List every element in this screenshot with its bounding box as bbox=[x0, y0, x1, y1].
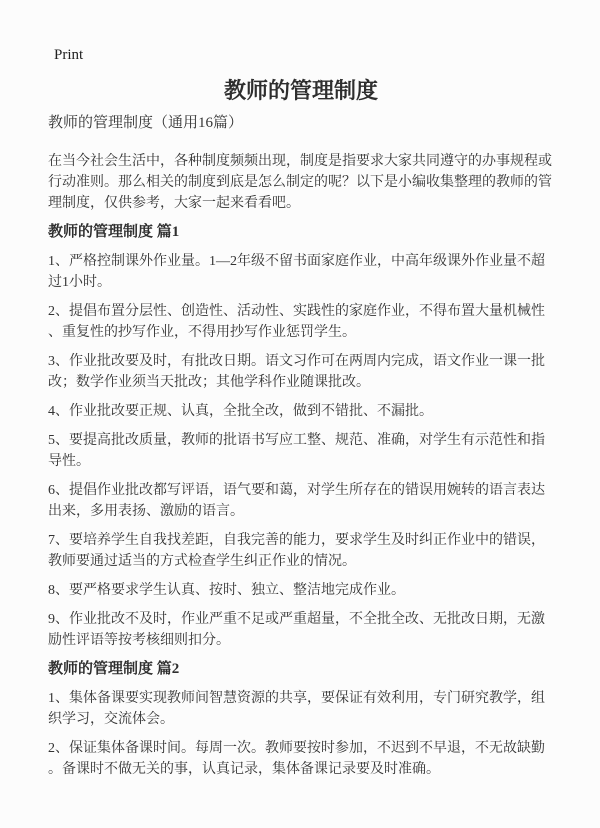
policy-paragraph: 5、要提高批改质量，教师的批语书写应工整、规范、准确，对学生有示范性和指导性。 bbox=[48, 433, 545, 469]
policy-paragraph: 6、提倡作业批改都写评语，语气要和蔼，对学生所存在的错误用婉转的语言表达出来，多用表扬、激励的语言。 bbox=[48, 483, 545, 519]
policy-paragraph: 2、保证集体备课时间。每周一次。教师要按时参加，不迟到不早退，不无故缺勤。备课时不做无关的事，认真记录，集体备课记录要及时准确。 bbox=[48, 741, 545, 777]
page-title: 教师的管理制度 bbox=[223, 78, 378, 103]
policy-paragraph: 9、作业批改不及时，作业严重不足或严重超量，不全批全改、无批改日期，无激励性评语等按考核细则扣分。 bbox=[48, 612, 545, 648]
policy-paragraph: 2、提倡布置分层性、创造性、活动性、实践性的家庭作业，不得布置大量机械性、重复性的抄写作业，不得用抄写作业惩罚学生。 bbox=[48, 304, 545, 340]
policy-paragraph: 7、要培养学生自我找差距，自我完善的能力，要求学生及时纠正作业中的错误，教师要通过适当的方式检查学生纠正作业的情况。 bbox=[48, 533, 545, 569]
intro-paragraph: 在当今社会生活中，各种制度频频出现，制度是指要求大家共同遵守的办事规程或行动准则。那么相关的制度到底是怎么制定的呢？以下是小编收集整理的教师的管理制度，仅供参考，大家一起来看看吧。 bbox=[48, 154, 552, 211]
print-link[interactable]: Print bbox=[54, 47, 84, 63]
policy-paragraph: 1、严格控制课外作业量。1—2年级不留书面家庭作业，中高年级课外作业量不超过1小时。 bbox=[48, 254, 545, 290]
document-subtitle: 教师的管理制度（通用16篇） bbox=[48, 115, 244, 131]
policy-paragraph: 3、作业批改要及时，有批改日期。语文习作可在两周内完成，语文作业一课一批改；数学作业须当天批改；其他学科作业随课批改。 bbox=[48, 354, 545, 390]
section-heading-2: 教师的管理制度 篇2 bbox=[48, 661, 180, 677]
policy-paragraph: 4、作业批改要正规、认真，全批全改，做到不错批、不漏批。 bbox=[48, 404, 433, 419]
policy-paragraph: 1、集体备课要实现教师间智慧资源的共享，要保证有效利用，专门研究教学，组织学习，交流体会。 bbox=[48, 691, 545, 727]
section-heading-1: 教师的管理制度 篇1 bbox=[48, 224, 180, 240]
policy-paragraph: 8、要严格要求学生认真、按时、独立、整洁地完成作业。 bbox=[48, 583, 405, 598]
